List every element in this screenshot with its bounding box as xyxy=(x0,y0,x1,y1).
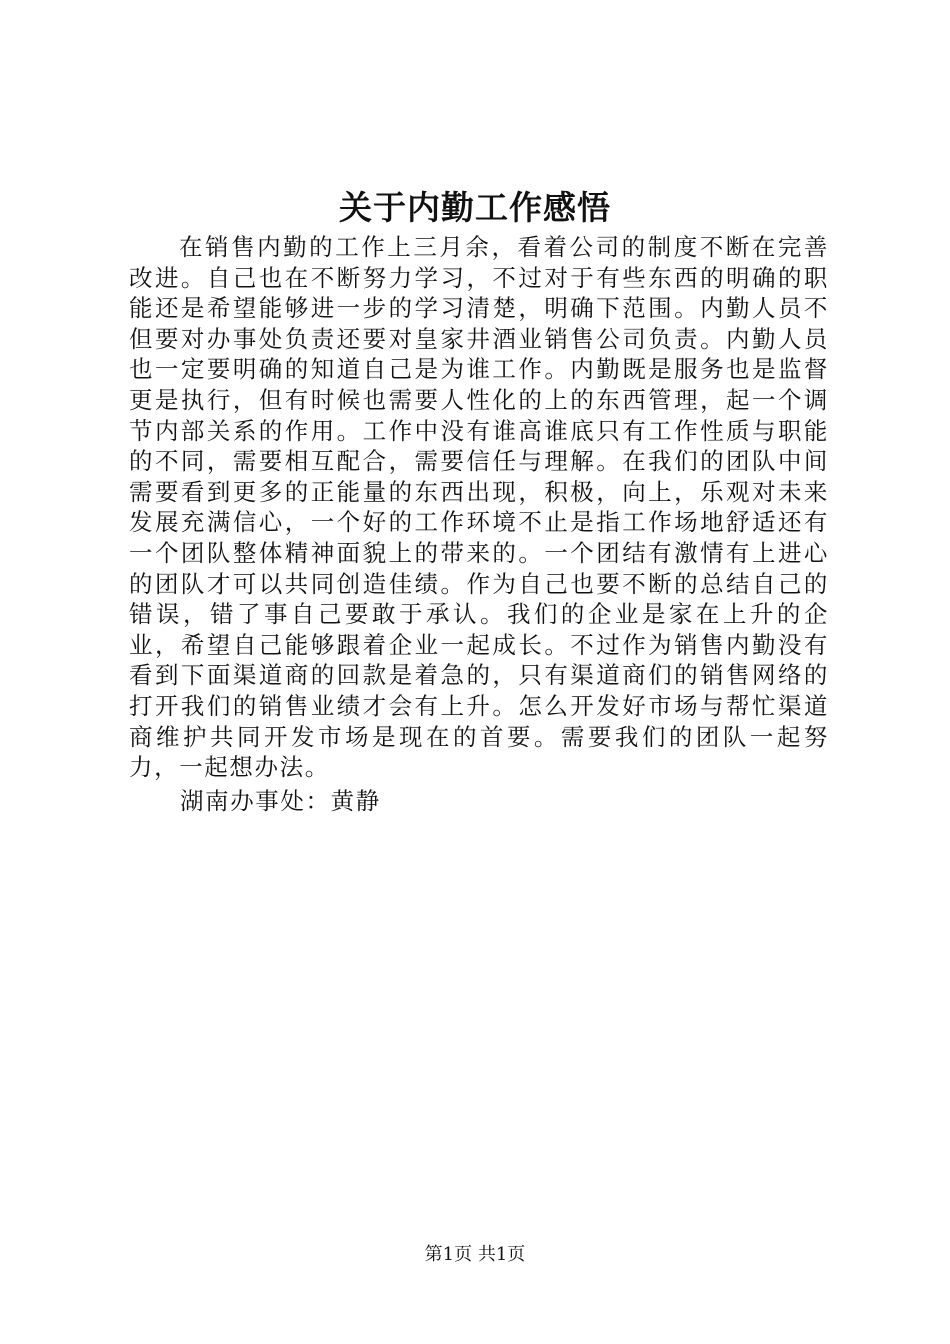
page-footer: 第1页 共1页 xyxy=(424,1244,526,1265)
signature-line: 湖南办事处：黄静 xyxy=(180,787,381,815)
body-paragraph: 在销售内勤的工作上三月余，看着公司的制度不断在完善改进。自己也在不断努力学习，不过对于有些东西的明确的职能还是希望能够进一步的学习清楚，明确下范围。内勤人员不但要对办事处负责还要对皇家井酒业销售公司负责。内勤人员也一定要明确的知道自己是为谁工作。内勤既是服务也是监督更是执行，但有时候也需要人性化的上的东西管理，起一个调节内部关系的作用。工作中没有谁高谁底只有工作性质与职能的不同，需要相互配合，需要信任与理解。在我们的团队中间需要看到更多的正能量的东西出现，积极，向上，乐观对未来发展充满信心，一个好的工作环境不止是指工作场地舒适还有一个团队整体精神面貌上的带来的。一个团结有激情有上进心的团队才可以共同创造佳绩。作为自己也要不断的总结自己的错误，错了事自己要敢于承认。我们的企业是家在上升的企业，希望自己能够跟着企业一起成长。不过作为销售内勤没有看到下面渠道商的回款是着急的，只有渠道商们的销售网络的打开我们的销售业绩才会有上升。怎么开发好市场与帮忙渠道商维护共同开发市场是现在的首要。需要我们的团队一起努力，一起想办法。 xyxy=(129,233,829,782)
document-title: 关于内勤工作感悟 xyxy=(339,188,611,227)
